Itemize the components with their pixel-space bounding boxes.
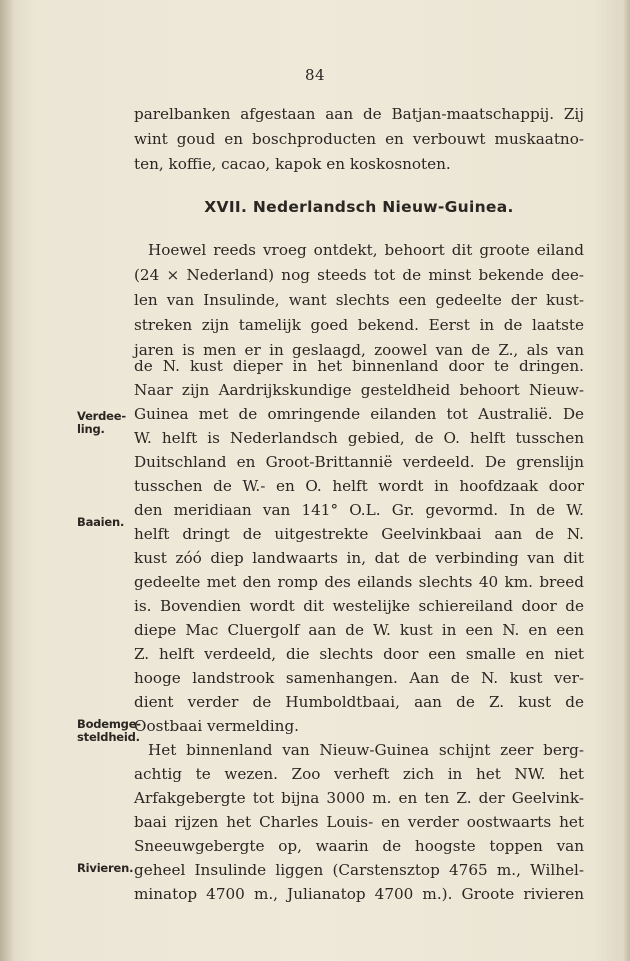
body-line: Sneeuwgebergte op, waarin de hoogste toppen van	[134, 837, 584, 855]
margin-note-baaien	[77, 516, 124, 529]
margin-note-verdeeling	[77, 410, 126, 436]
page-edge-shadow	[622, 0, 630, 961]
margin-note-bodemgesteldheid	[77, 718, 141, 744]
body-line: (24 × Nederland) nog steeds tot de minst bekende dee-	[134, 266, 584, 284]
body-line: minatop 4700 m., Julianatop 4700 m.). Groote rivieren	[134, 885, 584, 903]
body-line: kust zóó diep landwaarts in, dat de verbinding van dit	[134, 549, 584, 567]
body-line: Arfakgebergte tot bijna 3000 m. en ten Z. der Geelvink-	[134, 789, 584, 807]
margin-note-text: ling.	[77, 422, 105, 436]
margin-note-text: Verdee-	[77, 409, 126, 423]
body-line: Het binnenland van Nieuw-Guinea schijnt zeer berg-	[148, 741, 584, 759]
body-line: jaren is men er in geslaagd, zoowel van de Z., als van	[134, 341, 584, 359]
body-line: is. Bovendien wordt dit westelijke schiereiland door de	[134, 597, 584, 615]
body-line: Naar zijn Aardrijkskundige gesteldheid behoort Nieuw-	[134, 381, 584, 399]
body-line: streken zijn tamelijk goed bekend. Eerst in de laatste	[134, 316, 584, 334]
body-line: W. helft is Nederlandsch gebied, de O. helft tusschen	[134, 429, 584, 447]
body-line: geheel Insulinde liggen (Carstensztop 4765 m., Wilhel-	[134, 861, 584, 879]
body-line: Hoewel reeds vroeg ontdekt, behoort dit groote eiland	[148, 241, 584, 259]
body-line: hooge landstrook samenhangen. Aan de N. kust ver-	[134, 669, 584, 687]
body-line: den meridiaan van 141° O.L. Gr. gevormd. In de W.	[134, 501, 584, 519]
body-line: baai rijzen het Charles Louis- en verder oostwaarts het	[134, 813, 584, 831]
margin-note-text: Rivieren.	[77, 861, 134, 875]
margin-note-text: Baaien.	[77, 515, 125, 529]
body-line: Duitschland en Groot-Brittannië verdeeld. De grenslijn	[134, 453, 584, 471]
intro-line-1: parelbanken afgestaan aan de Batjan-maatschappij. Zij	[134, 105, 584, 123]
body-line: Z. helft verdeeld, die slechts door een smalle en niet	[134, 645, 584, 663]
body-line: de N. kust dieper in het binnenland door te dringen.	[134, 357, 584, 375]
page-number: 84	[304, 66, 326, 84]
page-gutter-shadow	[0, 0, 14, 961]
body-line: Guinea met de omringende eilanden tot Australië. De	[134, 405, 584, 423]
body-line: achtig te wezen. Zoo verheft zich in het NW. het	[134, 765, 584, 783]
body-line: Oostbaai vermelding.	[134, 717, 299, 735]
body-line: len van Insulinde, want slechts een gedeelte der kust-	[134, 291, 584, 309]
body-line: dient verder de Humboldtbaai, aan de Z. kust de	[134, 693, 584, 711]
intro-line-2: wint goud en boschproducten en verbouwt muskaatno-	[134, 130, 584, 148]
margin-note-text: steldheid.	[77, 730, 140, 744]
body-line: helft dringt de uitgestrekte Geelvinkbaai aan de N.	[134, 525, 584, 543]
margin-note-rivieren	[77, 862, 133, 875]
body-line: diepe Mac Cluergolf aan de W. kust in een N. en een	[134, 621, 584, 639]
margin-note-text: Bodemge-	[77, 717, 141, 731]
body-line: gedeelte met den romp des eilands slechts 40 km. breed	[134, 573, 584, 591]
section-heading: XVII. Nederlandsch Nieuw-Guinea.	[204, 198, 514, 216]
body-line: tusschen de W.- en O. helft wordt in hoofdzaak door	[134, 477, 584, 495]
intro-line-3: ten, koffie, cacao, kapok en koskosnoten.	[134, 155, 451, 173]
